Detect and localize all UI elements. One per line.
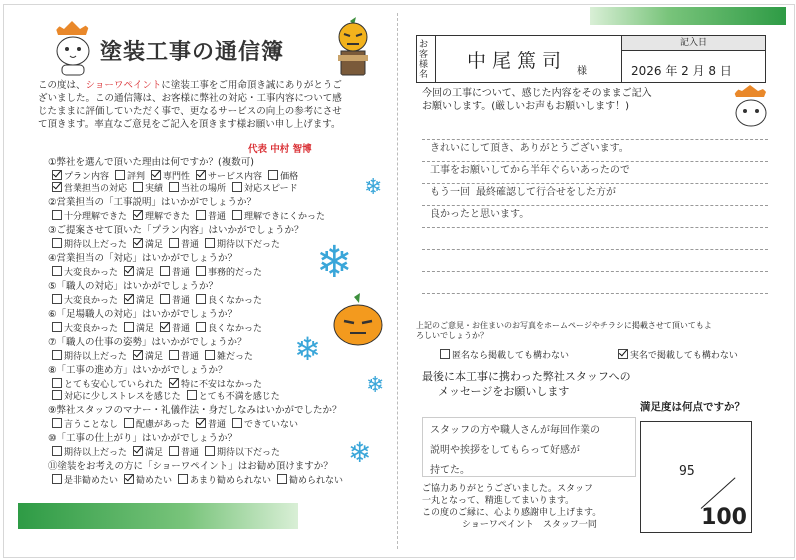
- answer-row: [52, 322, 268, 335]
- answer-label: 理解できにくかった: [244, 212, 326, 222]
- answer-label: サービス内容: [208, 172, 263, 182]
- answer-option[interactable]: [160, 294, 190, 307]
- answer-checkbox[interactable]: [52, 378, 62, 388]
- answer-row: [52, 390, 286, 403]
- answer-label: とても不満を感じた: [198, 392, 280, 402]
- answer-checkbox[interactable]: [205, 350, 215, 360]
- answer-label: 満足: [136, 296, 155, 306]
- ruled-line: [422, 249, 768, 250]
- answer-label: とても安心していられた: [64, 380, 164, 390]
- answer-option[interactable]: [187, 390, 280, 403]
- answer-option[interactable]: [196, 266, 262, 279]
- answer-label: 対応に少しストレスを感じた: [64, 392, 181, 402]
- consent-line-2: ろしいでしょうか？: [416, 331, 488, 340]
- consent-anonymous-label: 匿名なら掲載しても構わない: [452, 351, 570, 361]
- answer-checkbox[interactable]: [196, 210, 206, 220]
- answer-option[interactable]: [277, 474, 343, 487]
- answer-row: [52, 294, 268, 307]
- answer-option[interactable]: [196, 418, 226, 431]
- answer-option[interactable]: [133, 350, 163, 363]
- leaf-cat-mascot-icon: [730, 85, 772, 131]
- answer-row: [52, 418, 304, 431]
- staff-message-prompt: [422, 369, 631, 399]
- customer-name-label: お客様名: [419, 40, 429, 80]
- comment-line: きれいにして頂き、ありがとうございます。: [430, 143, 629, 154]
- date-label: 記入日: [622, 36, 765, 51]
- answer-label: 普通: [172, 296, 191, 306]
- answer-option[interactable]: [124, 266, 154, 279]
- answer-label: 言うことなし: [64, 420, 119, 430]
- answer-row: [52, 238, 286, 251]
- answer-option[interactable]: [52, 238, 127, 251]
- answer-checkbox[interactable]: [232, 210, 242, 220]
- answer-option[interactable]: [52, 182, 127, 195]
- answer-label: 営業担当の対応: [64, 184, 128, 194]
- answer-label: 普通: [208, 212, 227, 222]
- staff-message-line: 持てた。: [430, 465, 470, 476]
- answer-checkbox[interactable]: [169, 182, 179, 192]
- answer-checkbox[interactable]: [151, 170, 161, 180]
- question-label: ⑥「足場職人の対応」はいかがでしょうか？: [48, 309, 238, 320]
- question-label: ①弊社を選んで頂いた理由は何ですか？(複数可): [48, 157, 254, 168]
- answer-row: [52, 266, 268, 279]
- customer-info-box: [416, 35, 766, 83]
- answer-option[interactable]: [196, 294, 262, 307]
- snowflake-icon: ❄: [348, 436, 372, 469]
- answer-checkbox[interactable]: [52, 418, 62, 428]
- answer-checkbox[interactable]: [52, 474, 62, 484]
- answer-row: [52, 474, 349, 487]
- answer-checkbox[interactable]: [52, 446, 62, 456]
- answer-checkbox[interactable]: [169, 238, 179, 248]
- answer-checkbox[interactable]: [205, 446, 215, 456]
- answer-label: 実績: [145, 184, 164, 194]
- answer-label: 良くなかった: [208, 296, 263, 306]
- answer-label: 専門性: [163, 172, 191, 182]
- snowflake-icon: ❄: [294, 330, 321, 368]
- answer-checkbox[interactable]: [52, 170, 62, 180]
- brand-name: ショーワペイント: [85, 80, 162, 91]
- answer-checkbox[interactable]: [196, 418, 206, 428]
- answer-option[interactable]: [52, 266, 118, 279]
- consent-line-1: 上記のご意見・お住まいのお写真をホームページやチラシに掲載させて頂いてもよ: [416, 321, 712, 330]
- answer-label: 普通: [172, 268, 191, 278]
- center-divider: [397, 13, 398, 549]
- answer-option[interactable]: [133, 446, 163, 459]
- answer-label: 大変良かった: [64, 324, 119, 334]
- answer-option[interactable]: [196, 210, 226, 223]
- answer-checkbox[interactable]: [169, 350, 179, 360]
- answer-option[interactable]: [133, 210, 190, 223]
- answer-checkbox[interactable]: [196, 266, 206, 276]
- answer-option[interactable]: [52, 350, 127, 363]
- honorific: 様: [577, 66, 587, 77]
- answer-option[interactable]: [52, 322, 118, 335]
- answer-label: 評判: [127, 172, 146, 182]
- answer-label: 価格: [280, 172, 299, 182]
- satisfaction-score: 95: [679, 464, 695, 479]
- closing-signature: ショーワペイント スタッフ一同: [462, 520, 597, 530]
- answer-label: 良くなかった: [208, 324, 263, 334]
- intro-prefix: この度は、: [38, 80, 86, 91]
- answer-checkbox[interactable]: [268, 170, 278, 180]
- answer-checkbox[interactable]: [205, 238, 215, 248]
- left-page: [4, 5, 396, 557]
- answer-option[interactable]: [52, 390, 181, 403]
- answer-label: 勧められない: [289, 476, 344, 486]
- answer-checkbox[interactable]: [52, 238, 62, 248]
- answer-checkbox[interactable]: [124, 294, 134, 304]
- answer-label: 当社の場所: [181, 184, 227, 194]
- answer-label: 理解できた: [145, 212, 191, 222]
- answer-option[interactable]: [178, 474, 271, 487]
- answer-option[interactable]: [205, 446, 280, 459]
- answer-option[interactable]: [232, 418, 298, 431]
- date-value: 2026 年 2 月 8 日: [631, 64, 732, 78]
- answer-option[interactable]: [196, 322, 262, 335]
- answer-option[interactable]: [52, 294, 118, 307]
- answer-label: 対応スピード: [244, 184, 298, 194]
- comment-prompt-line-1: 今回の工事について、感じた内容をそのままご記入: [422, 88, 652, 99]
- answer-row: [52, 182, 304, 195]
- answer-checkbox[interactable]: [196, 294, 206, 304]
- answer-option[interactable]: [52, 446, 127, 459]
- right-page: [400, 5, 794, 557]
- answer-checkbox[interactable]: [52, 322, 62, 332]
- closing-message: [422, 483, 601, 531]
- answer-option[interactable]: [169, 350, 199, 363]
- answer-option[interactable]: [160, 266, 190, 279]
- consent-realname-option[interactable]: [618, 349, 738, 361]
- snowflake-icon: ❄: [364, 175, 383, 200]
- orange-samurai-mascot-icon: [330, 17, 376, 79]
- answer-label: 特に不安はなかった: [181, 380, 263, 390]
- answer-option[interactable]: [52, 418, 118, 431]
- question-label: ⑤「職人の対応」はいかがでしょうか？: [48, 281, 219, 292]
- question-label: ④営業担当の「対応」はいかがでしょうか？: [48, 253, 238, 264]
- answer-option[interactable]: [124, 418, 190, 431]
- leaf-cat-mascot-icon: [50, 21, 96, 77]
- answer-label: 満足: [145, 240, 164, 250]
- answer-checkbox[interactable]: [124, 322, 134, 332]
- intro-line-4: て頂きます。率直なご意見をご記入を頂きます様お願い申し上げます。: [38, 119, 341, 130]
- answer-checkbox[interactable]: [52, 350, 62, 360]
- answer-checkbox[interactable]: [52, 210, 62, 220]
- snowflake-icon: ❄: [316, 237, 353, 288]
- intro-line-3: じたままに評価していただく事で、更なるサービスの向上の参考にさせ: [38, 106, 342, 117]
- answer-checkbox[interactable]: [124, 418, 134, 428]
- closing-line-2: 一丸となって、精進してまいります。: [422, 496, 575, 506]
- staff-message-line: 説明や挨拶をしてもらって好感が: [430, 445, 580, 456]
- answer-checkbox[interactable]: [133, 182, 143, 192]
- answer-label: 是非勧めたい: [64, 476, 119, 486]
- comment-line: もう一回 最終確認して行合せをした方が: [430, 187, 617, 198]
- answer-option[interactable]: [169, 182, 226, 195]
- answer-label: 期待以上だった: [64, 352, 128, 362]
- top-green-banner: [590, 7, 786, 25]
- closing-line-3: この度のご縁に、心より感謝申し上げます。: [422, 508, 602, 518]
- answer-option[interactable]: [52, 210, 127, 223]
- answer-checkbox[interactable]: [232, 418, 242, 428]
- survey-sheet: [3, 4, 795, 558]
- answer-label: 大変良かった: [64, 268, 119, 278]
- answer-label: 普通: [181, 448, 200, 458]
- answer-label: 満足: [145, 352, 164, 362]
- answer-checkbox[interactable]: [52, 182, 62, 192]
- question-label: ⑪塗装をお考えの方に「ショーワペイント」はお勧め頂けますか？: [48, 461, 333, 472]
- question-label: ⑨弊社スタッフのマナー・礼儀作法・身だしなみはいかがでしたか？: [48, 405, 342, 416]
- intro-text: [38, 79, 378, 131]
- answer-label: 配慮があった: [136, 420, 190, 430]
- answer-label: 勧めたい: [136, 476, 173, 486]
- question-label: ⑩「工事の仕上がり」はいかがでしょうか？: [48, 433, 238, 444]
- closing-line-1: ご協力ありがとうございました。スタッフ: [422, 484, 594, 494]
- answer-checkbox[interactable]: [52, 294, 62, 304]
- answer-checkbox[interactable]: [169, 446, 179, 456]
- answer-checkbox[interactable]: [169, 378, 179, 388]
- comment-prompt: [422, 87, 652, 113]
- answer-label: 期待以下だった: [217, 240, 281, 250]
- comment-prompt-line-2: お願いします。(厳しいお声もお願いします！): [422, 101, 630, 112]
- customer-name: 中尾篤司: [467, 50, 568, 72]
- staff-prompt-line-2: メッセージをお願いします: [438, 385, 570, 398]
- answer-label: 満足: [136, 324, 155, 334]
- answer-label: 満足: [145, 448, 164, 458]
- answer-label: 普通: [181, 240, 200, 250]
- score-max: 100: [701, 505, 747, 530]
- answer-checkbox[interactable]: [196, 322, 206, 332]
- consent-options: [440, 349, 744, 361]
- answer-label: 期待以下だった: [217, 448, 281, 458]
- comment-line: 工事をお願いしてから半年ぐらいあったので: [430, 165, 630, 176]
- answer-checkbox[interactable]: [124, 266, 134, 276]
- consent-realname-checkbox[interactable]: [618, 349, 628, 359]
- answer-option[interactable]: [205, 238, 280, 251]
- bottom-green-banner: [18, 503, 298, 529]
- answer-checkbox[interactable]: [133, 210, 143, 220]
- ruled-line: [422, 293, 768, 294]
- answer-label: 普通: [172, 324, 191, 334]
- consent-anonymous-option[interactable]: [440, 349, 569, 361]
- consent-text: [416, 321, 776, 341]
- answer-label: 満足: [136, 268, 155, 278]
- question-label: ③ご提案させて頂いた「プラン内容」はいかがでしょうか？: [48, 225, 304, 236]
- answer-row: [52, 210, 331, 223]
- question-label: ⑧「工事の進め方」はいかがでしょうか？: [48, 365, 228, 376]
- consent-realname-label: 実名で掲載しても構わない: [629, 351, 738, 361]
- answer-option[interactable]: [133, 238, 163, 251]
- satisfaction-score-box: [640, 421, 752, 533]
- answer-row: [52, 350, 259, 363]
- answer-checkbox[interactable]: [133, 350, 143, 360]
- answer-label: 普通: [181, 352, 200, 362]
- answer-checkbox[interactable]: [187, 390, 197, 400]
- answer-checkbox[interactable]: [115, 170, 125, 180]
- intro-line-1: [38, 79, 378, 92]
- answer-checkbox[interactable]: [133, 446, 143, 456]
- question-label: ⑦「職人の仕事の姿勢」はいかがでしょうか？: [48, 337, 247, 348]
- answer-option[interactable]: [160, 322, 190, 335]
- answer-checkbox[interactable]: [160, 266, 170, 276]
- snowflake-icon: ❄: [366, 373, 385, 398]
- answer-label: あまり勧められない: [190, 476, 272, 486]
- answer-option[interactable]: [52, 474, 118, 487]
- answer-option[interactable]: [124, 294, 154, 307]
- answer-checkbox[interactable]: [160, 322, 170, 332]
- answer-checkbox[interactable]: [178, 474, 188, 484]
- answer-checkbox[interactable]: [232, 182, 242, 192]
- answer-checkbox[interactable]: [196, 170, 206, 180]
- answer-label: プラン内容: [64, 172, 110, 182]
- intro-line-2: ざいました。この通信簿は、お客様に弊社の対応・工事内容について感: [38, 93, 342, 104]
- question-label: ②営業担当の「工事説明」はいかがでしょうか？: [48, 197, 257, 208]
- comment-line: 良かったと思います。: [430, 209, 530, 220]
- answer-row: [52, 446, 286, 459]
- answer-checkbox[interactable]: [277, 474, 287, 484]
- answer-option[interactable]: [169, 238, 199, 251]
- answer-option[interactable]: [169, 446, 199, 459]
- intro-line-1-rest: に塗装工事をご用命頂き誠にありがとうご: [161, 80, 342, 91]
- answer-label: 普通: [207, 420, 226, 430]
- consent-anonymous-checkbox[interactable]: [440, 349, 450, 359]
- answer-label: 雑だった: [217, 352, 254, 362]
- satisfaction-label: 満足度は何点ですか？: [640, 401, 745, 413]
- answer-label: 大変良かった: [64, 296, 119, 306]
- answer-checkbox[interactable]: [160, 294, 170, 304]
- staff-prompt-line-1: 最後に本工事に携わった弊社スタッフへの: [422, 370, 631, 383]
- answer-option[interactable]: [232, 210, 325, 223]
- answer-option[interactable]: [205, 350, 253, 363]
- ruled-line: [422, 227, 768, 228]
- answer-checkbox[interactable]: [52, 390, 62, 400]
- answer-checkbox[interactable]: [133, 238, 143, 248]
- answer-label: できていない: [243, 420, 298, 430]
- answer-label: 十分理解できた: [64, 212, 128, 222]
- ruled-line: [422, 271, 768, 272]
- orange-character-icon: [330, 293, 386, 349]
- answer-checkbox[interactable]: [52, 266, 62, 276]
- answer-option[interactable]: [124, 474, 172, 487]
- answer-label: 期待以上だった: [64, 240, 128, 250]
- staff-message-line: スタッフの方や職人さんが毎回作業の: [430, 425, 600, 436]
- answer-option[interactable]: [232, 182, 298, 195]
- name-box-separator: [435, 36, 436, 82]
- answer-checkbox[interactable]: [124, 474, 134, 484]
- answer-option[interactable]: [133, 182, 163, 195]
- answer-option[interactable]: [124, 322, 154, 335]
- answer-label: 事務的だった: [208, 268, 263, 278]
- page-title: 塗装工事の通信簿: [100, 40, 285, 65]
- answer-label: 期待以上だった: [64, 448, 128, 458]
- representative-name: 代表 中村 智博: [248, 144, 312, 155]
